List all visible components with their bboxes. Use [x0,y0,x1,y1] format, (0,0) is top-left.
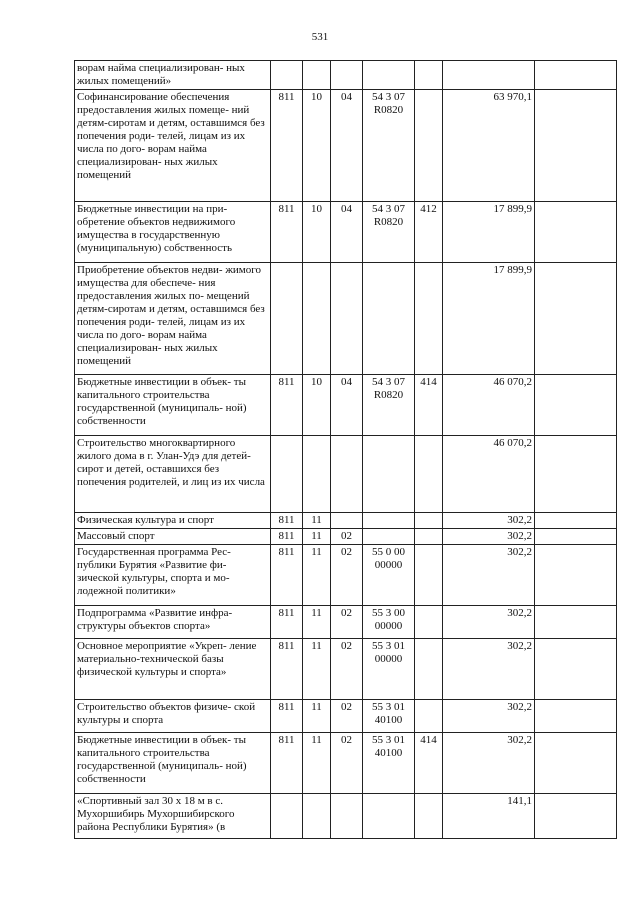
item-name-cell: Строительство многоквартирного жилого дома в г. Улан-Удэ для детей-сирот и детей, оставшихся без попечения родителей, и лиц из их числа [75,436,271,513]
extra-cell [535,733,617,794]
amount-cell: 141,1 [443,794,535,839]
ministry-code-cell [271,794,303,839]
subsection-code-cell [331,61,363,90]
subsection-code-cell [331,263,363,375]
item-name-cell: ворам найма специализирован- ных жилых помещений» [75,61,271,90]
subsection-code-cell: 02 [331,700,363,733]
section-code-cell: 11 [303,606,331,639]
section-code-cell: 10 [303,375,331,436]
ministry-code-cell: 811 [271,90,303,202]
ministry-code-cell: 811 [271,606,303,639]
expense-type-cell: 412 [415,202,443,263]
section-code-cell: 11 [303,639,331,700]
ministry-code-cell: 811 [271,700,303,733]
expense-type-cell [415,436,443,513]
expense-type-cell: 414 [415,733,443,794]
item-name-cell: Софинансирование обеспечения предоставления жилых помеще- ний детям-сиротам и детям, оставшимся без попечения роди- телей, лицам из их числа по дого- ворам найма специализирован- ных жилых помещений [75,90,271,202]
item-name-cell: «Спортивный зал 30 х 18 м в с. Мухоршибирь Мухоршибирского района Республики Бурятия» (в [75,794,271,839]
amount-cell: 17 899,9 [443,263,535,375]
table-row [75,733,617,794]
subsection-code-cell: 04 [331,90,363,202]
ministry-code-cell: 811 [271,529,303,545]
amount-cell: 302,2 [443,529,535,545]
section-code-cell [303,436,331,513]
table-row [75,436,617,513]
extra-cell [535,639,617,700]
subsection-code-cell: 02 [331,606,363,639]
item-name-cell: Приобретение объектов недви- жимого имущества для обеспече- ния предоставления жилых по- мещений детям-сиротам и детям, оставшимся без попечения роди- телей, лицам из их числа по дого- ворам найма специализирован- ных жилых помещений [75,263,271,375]
target-article-cell [363,263,415,375]
subsection-code-cell [331,513,363,529]
extra-cell [535,202,617,263]
extra-cell [535,263,617,375]
expense-type-cell [415,700,443,733]
table-row [75,545,617,606]
table-row [75,606,617,639]
section-code-cell [303,61,331,90]
subsection-code-cell: 02 [331,529,363,545]
target-article-cell [363,436,415,513]
budget-table [74,60,617,839]
subsection-code-cell: 04 [331,202,363,263]
ministry-code-cell: 811 [271,513,303,529]
ministry-code-cell: 811 [271,733,303,794]
target-article-cell [363,61,415,90]
subsection-code-cell: 02 [331,733,363,794]
expense-type-cell [415,61,443,90]
amount-cell: 302,2 [443,700,535,733]
ministry-code-cell [271,61,303,90]
item-name-cell: Физическая культура и спорт [75,513,271,529]
item-name-cell: Бюджетные инвестиции в объек- ты капитального строительства государственной (муниципаль- ной) собственности [75,375,271,436]
table-row [75,202,617,263]
section-code-cell: 11 [303,545,331,606]
ministry-code-cell: 811 [271,375,303,436]
item-name-cell: Бюджетные инвестиции в объек- ты капитального строительства государственной (муниципаль- ной) собственности [75,733,271,794]
table-row [75,639,617,700]
amount-cell: 46 070,2 [443,375,535,436]
amount-cell: 302,2 [443,513,535,529]
amount-cell: 302,2 [443,545,535,606]
extra-cell [535,794,617,839]
ministry-code-cell: 811 [271,545,303,606]
expense-type-cell: 414 [415,375,443,436]
ministry-code-cell: 811 [271,202,303,263]
extra-cell [535,529,617,545]
extra-cell [535,513,617,529]
expense-type-cell [415,90,443,202]
table-row [75,529,617,545]
target-article-cell [363,794,415,839]
section-code-cell: 11 [303,513,331,529]
amount-cell: 302,2 [443,639,535,700]
item-name-cell: Подпрограмма «Развитие инфра- структуры объектов спорта» [75,606,271,639]
section-code-cell: 10 [303,202,331,263]
amount-cell: 63 970,1 [443,90,535,202]
section-code-cell [303,263,331,375]
page-number: 531 [311,31,329,43]
table-row [75,375,617,436]
target-article-cell: 54 3 07 R0820 [363,202,415,263]
section-code-cell [303,794,331,839]
ministry-code-cell [271,436,303,513]
extra-cell [535,61,617,90]
expense-type-cell [415,639,443,700]
expense-type-cell [415,529,443,545]
section-code-cell: 11 [303,529,331,545]
extra-cell [535,545,617,606]
amount-cell: 302,2 [443,606,535,639]
section-code-cell: 11 [303,733,331,794]
table-row [75,61,617,90]
amount-cell: 17 899,9 [443,202,535,263]
subsection-code-cell: 04 [331,375,363,436]
ministry-code-cell: 811 [271,639,303,700]
expense-type-cell [415,794,443,839]
subsection-code-cell: 02 [331,545,363,606]
section-code-cell: 10 [303,90,331,202]
amount-cell [443,61,535,90]
amount-cell: 46 070,2 [443,436,535,513]
table-row [75,90,617,202]
table-row [75,700,617,733]
table-row [75,263,617,375]
amount-cell: 302,2 [443,733,535,794]
extra-cell [535,606,617,639]
extra-cell [535,90,617,202]
expense-type-cell [415,606,443,639]
item-name-cell: Государственная программа Рес- публики Бурятия «Развитие фи- зической культуры, спорта и мо- лодежной политики» [75,545,271,606]
subsection-code-cell [331,794,363,839]
expense-type-cell [415,263,443,375]
budget-rows [75,61,617,839]
subsection-code-cell: 02 [331,639,363,700]
extra-cell [535,375,617,436]
table-row [75,513,617,529]
target-article-cell [363,529,415,545]
expense-type-cell [415,545,443,606]
target-article-cell: 55 3 01 40100 [363,700,415,733]
target-article-cell [363,513,415,529]
subsection-code-cell [331,436,363,513]
item-name-cell: Бюджетные инвестиции на при- обретение объектов недвижимого имущества в государственную (муниципальную) собственность [75,202,271,263]
target-article-cell: 54 3 07 R0820 [363,90,415,202]
target-article-cell: 55 0 00 00000 [363,545,415,606]
target-article-cell: 55 3 00 00000 [363,606,415,639]
table-row [75,794,617,839]
target-article-cell: 55 3 01 00000 [363,639,415,700]
item-name-cell: Строительство объектов физиче- ской культуры и спорта [75,700,271,733]
target-article-cell: 54 3 07 R0820 [363,375,415,436]
extra-cell [535,700,617,733]
extra-cell [535,436,617,513]
section-code-cell: 11 [303,700,331,733]
expense-type-cell [415,513,443,529]
item-name-cell: Основное мероприятие «Укреп- ление материально-технической базы физической культуры и спорта» [75,639,271,700]
ministry-code-cell [271,263,303,375]
item-name-cell: Массовый спорт [75,529,271,545]
target-article-cell: 55 3 01 40100 [363,733,415,794]
